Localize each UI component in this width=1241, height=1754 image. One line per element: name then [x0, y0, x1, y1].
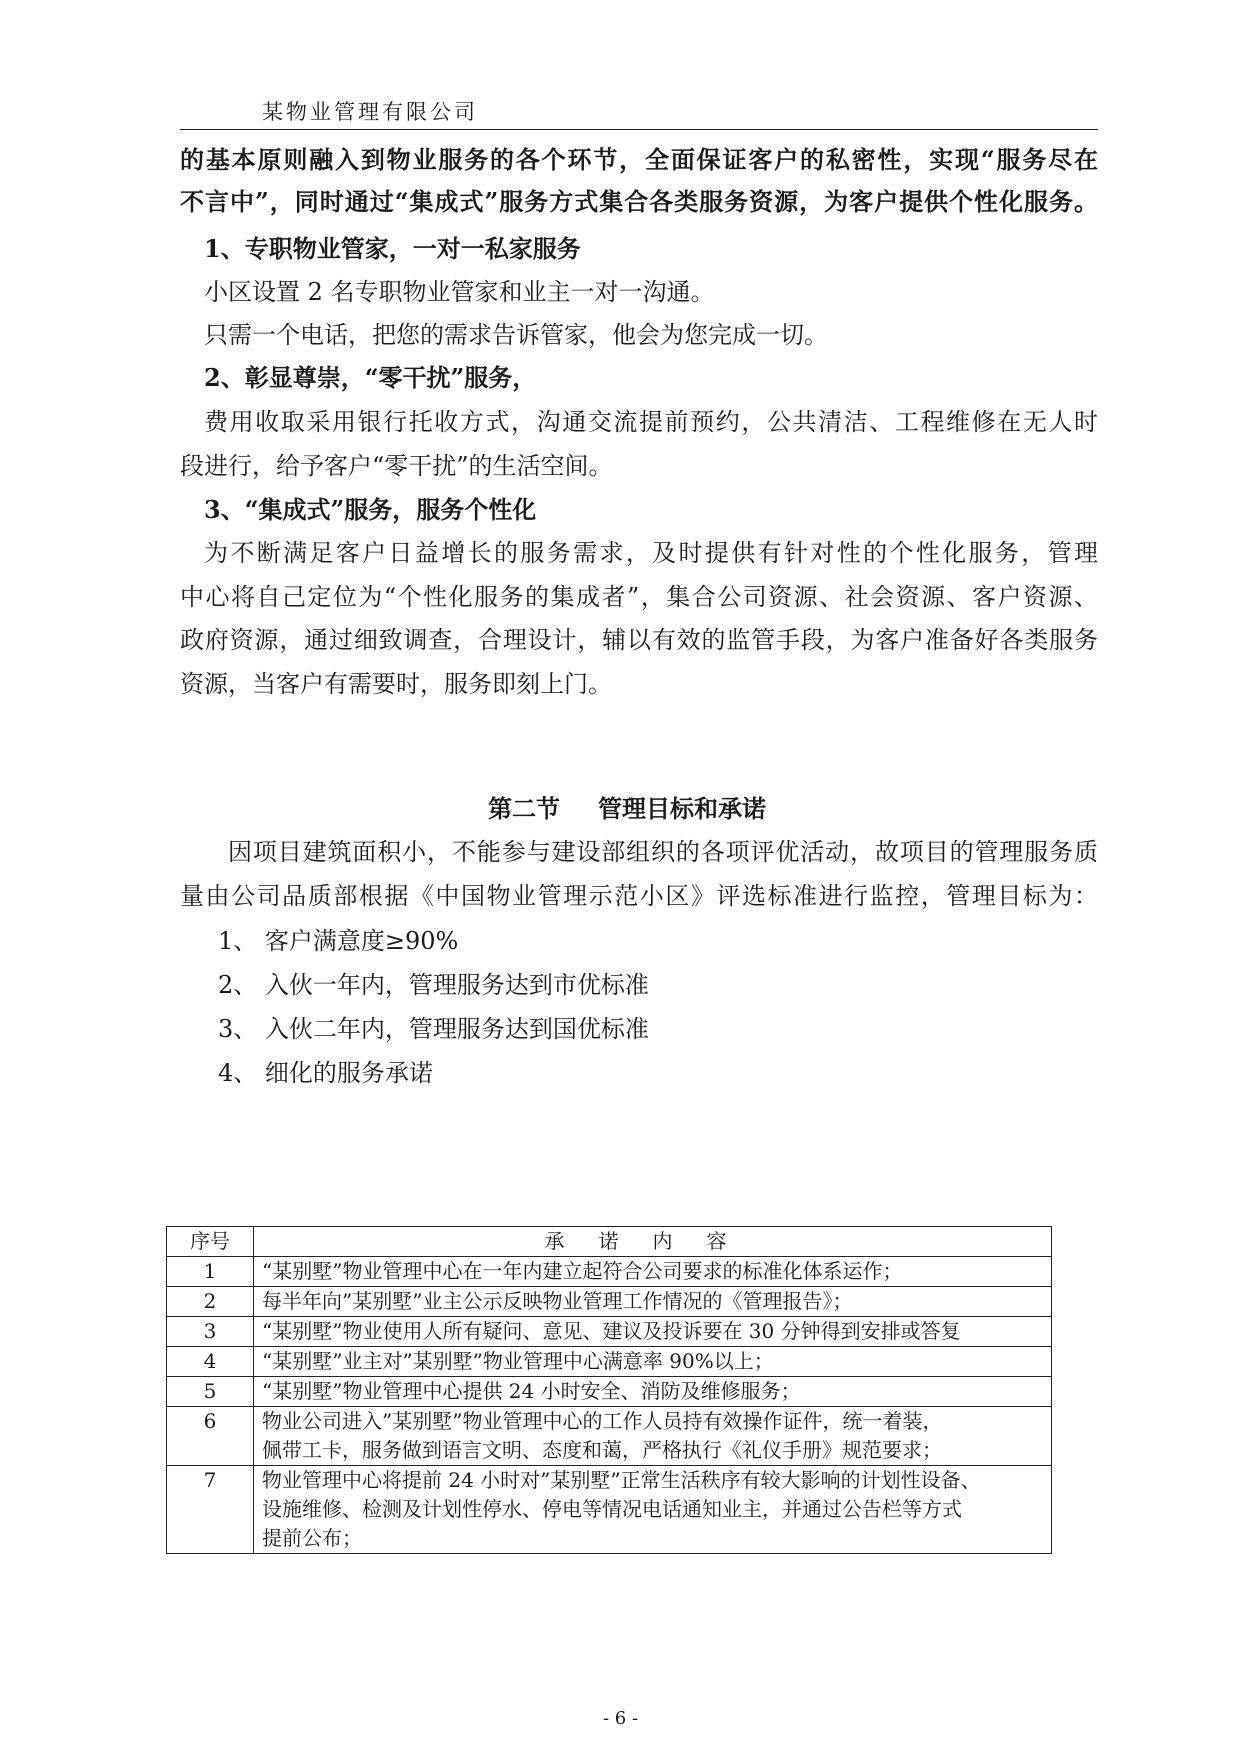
table-row	[167, 1317, 1052, 1347]
goal-item: 4、 细化的服务承诺	[218, 1059, 433, 1087]
row-content-line: “某别墅”物业管理中心提供 24 小时安全、消防及维修服务；	[262, 1379, 801, 1403]
row-content	[254, 1377, 1052, 1407]
row-content-line: 提前公布；	[262, 1526, 362, 1550]
row-content-line: 每半年向”某别墅”业主公示反映物业管理工作情况的《管理报告》；	[262, 1289, 853, 1313]
table-row	[167, 1407, 1052, 1466]
table-row	[167, 1287, 1052, 1317]
row-content	[254, 1407, 1052, 1466]
goal-item: 2、 入伙一年内，管理服务达到市优标准	[218, 971, 649, 999]
row-content	[254, 1257, 1052, 1287]
header-divider	[180, 129, 1098, 130]
s1-p1: 小区设置 2 名专职物业管家和业主一对一沟通。	[204, 278, 715, 306]
header-number: 序号	[167, 1227, 254, 1257]
s3-line-3: 政府资源，通过细致调查，合理设计，辅以有效的监管手段，为客户准备好各类服务	[180, 626, 1098, 654]
s3-line-1: 为不断满足客户日益增长的服务需求，及时提供有针对性的个性化服务，管理	[204, 539, 1098, 567]
intro-line-2: 不言中”，同时通过“集成式”服务方式集合各类服务资源，为客户提供个性化服务。	[180, 187, 1098, 216]
service-promise-table	[166, 1226, 1052, 1554]
row-content	[254, 1466, 1052, 1554]
header-content: 承诺内容	[254, 1227, 1052, 1257]
row-content-line: 物业管理中心将提前 24 小时对”某别墅”正常生活秩序有较大影响的计划性设备、	[262, 1468, 981, 1492]
row-content-line: 佩带工卡，服务做到语言文明、态度和蔼，严格执行《礼仪手册》规范要求；	[262, 1438, 942, 1462]
row-number: 1	[167, 1257, 254, 1287]
row-content-line: “某别墅”物业管理中心在一年内建立起符合公司要求的标准化体系运作；	[262, 1259, 903, 1283]
row-number: 4	[167, 1347, 254, 1377]
page-number: - 6 -	[602, 1708, 639, 1729]
table-header-row	[167, 1227, 1052, 1257]
row-content-line: “某别墅”业主对”某别墅”物业管理中心满意率 90%以上；	[262, 1349, 774, 1373]
section2-line-2: 量由公司品质部根据《中国物业管理示范小区》评选标准进行监控，管理目标为：	[180, 882, 1098, 910]
row-content	[254, 1347, 1052, 1377]
row-content-line: 物业公司进入”某别墅”物业管理中心的工作人员持有效操作证件，统一着装，	[262, 1409, 943, 1433]
table-row	[167, 1466, 1052, 1554]
row-content-line: “某别墅”物业使用人所有疑问、意见、建议及投诉要在 30 分钟得到安排或答复	[262, 1319, 961, 1343]
s2-line-2: 段进行，给予客户“零干扰”的生活空间。	[180, 452, 613, 480]
row-number: 2	[167, 1287, 254, 1317]
section2-heading-title: 管理目标和承诺	[598, 794, 766, 823]
row-number: 6	[167, 1407, 254, 1466]
row-number: 7	[167, 1466, 254, 1554]
row-number: 3	[167, 1317, 254, 1347]
row-content	[254, 1287, 1052, 1317]
s3-title: 3、“集成式”服务，服务个性化	[204, 495, 537, 524]
s3-line-2: 中心将自己定位为“个性化服务的集成者”，集合公司资源、社会资源、客户资源、	[180, 583, 1098, 611]
goal-item: 1、 客户满意度≥90%	[218, 927, 459, 955]
row-content	[254, 1317, 1052, 1347]
s2-line-1: 费用收取采用银行托收方式，沟通交流提前预约，公共清洁、工程维修在无人时	[204, 408, 1098, 436]
table-row	[167, 1257, 1052, 1287]
s3-line-4: 资源，当客户有需要时，服务即刻上门。	[180, 670, 612, 698]
s1-p2: 只需一个电话，把您的需求告诉管家，他会为您完成一切。	[204, 321, 828, 349]
s1-title: 1、专职物业管家，一对一私家服务	[204, 234, 581, 263]
row-number: 5	[167, 1377, 254, 1407]
table-row	[167, 1347, 1052, 1377]
row-content-line: 设施维修、检测及计划性停水、停电等情况电话通知业主，并通过公告栏等方式	[262, 1497, 962, 1521]
intro-line-1: 的基本原则融入到物业服务的各个环节，全面保证客户的私密性，实现“服务尽在	[180, 145, 1098, 174]
header-company: 某物业管理有限公司	[262, 100, 478, 124]
table-row	[167, 1377, 1052, 1407]
section2-heading-number: 第二节	[488, 794, 560, 823]
section2-line-1: 因项目建筑面积小，不能参与建设部组织的各项评优活动，故项目的管理服务质	[228, 838, 1098, 866]
s2-title: 2、彰显尊崇，“零干扰”服务，	[204, 363, 537, 392]
goal-item: 3、 入伙二年内，管理服务达到国优标准	[218, 1015, 649, 1043]
